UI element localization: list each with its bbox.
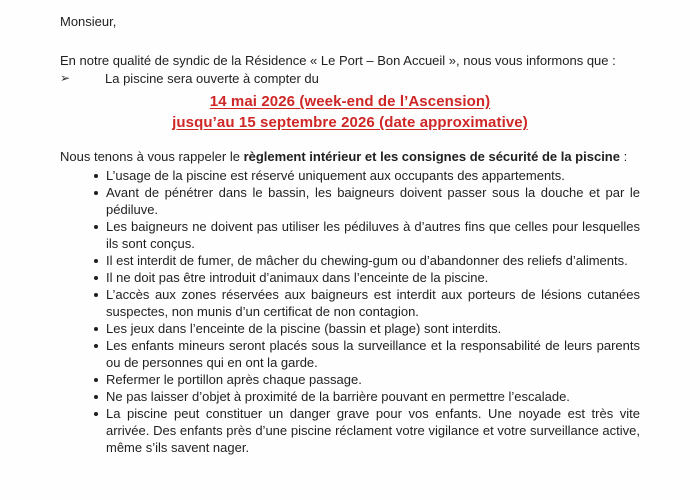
rules-intro-emphasis: règlement intérieur et les consignes de sécurité de la piscine [243,149,620,164]
list-item: L’usage de la piscine est réservé uniquement aux occupants des appartements. [60,167,640,184]
intro-paragraph: En notre qualité de syndic de la Résidence « Le Port – Bon Accueil », nous vous informons que : [60,53,616,68]
list-item: Il ne doit pas être introduit d’animaux dans l’enceinte de la piscine. [60,269,640,286]
list-item: Les jeux dans l’enceinte de la piscine (bassin et plage) sont interdits. [60,320,640,337]
opening-date-start: 14 mai 2026 (week-end de l’Ascension) [209,93,491,110]
opening-dates-block [60,91,640,133]
arrow-bullet-icon: ➢ [60,71,71,85]
salutation-text: Monsieur, [60,14,117,29]
arrow-item-label: La piscine sera ouverte à compter du [105,71,319,86]
rules-intro-lead: Nous tenons à vous rappeler le [60,149,244,164]
list-item: La piscine peut constituer un danger grave pour vos enfants. Une noyade est très vite arrivée. Des enfants près d’une piscine réclament votre vigilance et votre surveillance active, même s’ils savent nager. [60,405,640,456]
list-item: Ne pas laisser d’objet à proximité de la barrière pouvant en permettre l’escalade. [60,388,640,405]
rules-intro-trail: : [619,149,628,164]
list-item: Avant de pénétrer dans le bassin, les baigneurs doivent passer sous la douche et par le pédiluve. [60,184,640,218]
list-item: Refermer le portillon après chaque passage. [60,371,640,388]
arrow-list-item [60,70,640,87]
opening-date-line-2 [60,112,640,133]
opening-date-line-1 [60,91,640,112]
pool-rules-list [60,167,640,456]
document-body [60,14,640,456]
list-item: Les baigneurs ne doivent pas utiliser les pédiluves à d’autres fins que celles pour lesquelles ils sont conçus. [60,218,640,252]
list-item: L’accès aux zones réservées aux baigneurs est interdit aux porteurs de lésions cutanées suspectes, non munis d’un certificat de non contagion. [60,286,640,320]
rules-intro-paragraph [60,148,640,165]
opening-date-end: jusqu’au 15 septembre 2026 (date approximative) [172,114,528,131]
list-item: Les enfants mineurs seront placés sous la surveillance et la responsabilité de leurs parents ou de personnes qui en ont la garde. [60,337,640,371]
list-item: Il est interdit de fumer, de mâcher du chewing-gum ou d’abandonner des reliefs d’aliments. [60,252,640,269]
